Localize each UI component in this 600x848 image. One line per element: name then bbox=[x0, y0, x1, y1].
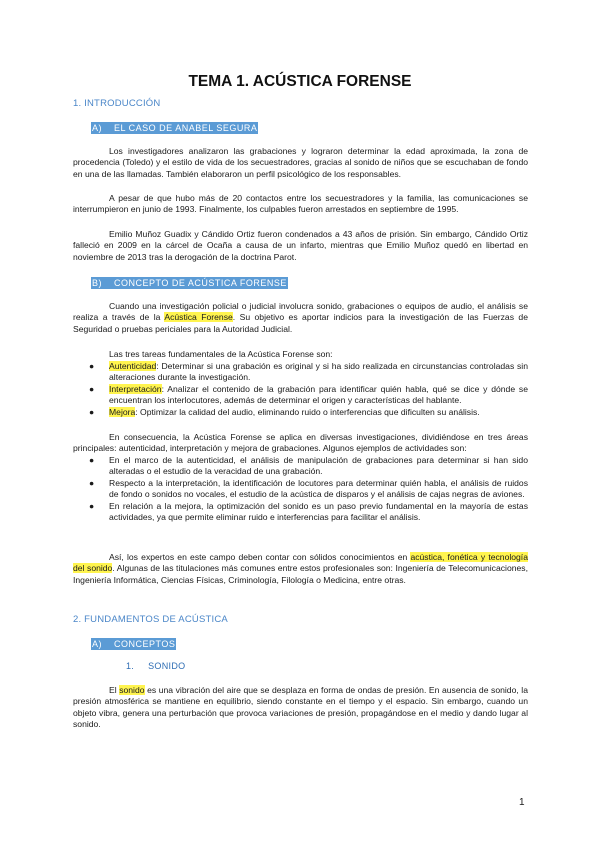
paragraph-acustica-forense bbox=[73, 301, 528, 335]
bullet-icon: ● bbox=[89, 477, 95, 488]
text-run: es una vibración del aire que se desplaza en forma de ondas de presión. En ausencia de sonido, la presión atmosférica se mantiene en equilibrio, siendo constante en el tiempo y el espacio. Sin embargo, cuando un objeto vibra, genera una perturbación que provoca variaciones de presión, propagándose en el medio y dando lugar al sonido. bbox=[73, 685, 528, 730]
list-item bbox=[73, 501, 528, 524]
page-number: 1 bbox=[519, 797, 525, 808]
document-title: TEMA 1. ACÚSTICA FORENSE bbox=[188, 73, 412, 90]
list-item-autenticidad bbox=[73, 361, 528, 384]
subsubsection-number: 1. bbox=[126, 661, 135, 671]
paragraph-expertos bbox=[73, 552, 528, 586]
tasks-list bbox=[73, 361, 528, 418]
bullet-icon: ● bbox=[89, 500, 95, 511]
list-item bbox=[73, 478, 528, 501]
subsection-text: EL CASO DE ANABEL SEGURA bbox=[114, 123, 258, 133]
subsection-text: CONCEPTO DE ACÚSTICA FORENSE bbox=[114, 278, 287, 288]
subsubsection-heading-sonido bbox=[126, 661, 185, 671]
subsection-label: B) bbox=[92, 278, 102, 288]
list-item-text: : Analizar el contenido de la grabación para identificar quién habla, qué se dice y dónde se encuentran los interlocutores, además de determinar el origen y características del hablante. bbox=[109, 383, 528, 406]
list-item-text: : Optimizar la calidad del audio, eliminando ruido o interferencias que dificulten su análisis. bbox=[135, 406, 480, 417]
areas-list bbox=[73, 455, 528, 523]
text-run: El bbox=[109, 685, 120, 695]
highlighted-term: Mejora bbox=[109, 406, 136, 417]
paragraph-areas-intro: En consecuencia, la Acústica Forense se aplica en diversas investigaciones, dividiéndose en tres áreas principales: autenticidad, interpretación y mejora de grabaciones. Algunos ejemplos de actividades son: bbox=[73, 432, 528, 454]
subsubsection-text: SONIDO bbox=[148, 661, 186, 671]
paragraph-tareas-intro: Las tres tareas fundamentales de la Acústica Forense son: bbox=[109, 349, 333, 359]
paragraph-sonido bbox=[73, 685, 528, 731]
list-item-text: En relación a la mejora, la optimización del sonido es un paso previo fundamental en la mayoría de estas actividades, ya que permite eliminar ruido e interferencias para facilitar el análisis. bbox=[109, 500, 528, 523]
paragraph-contactos: A pesar de que hubo más de 20 contactos entre los secuestradores y la familia, las comunicaciones se interrumpieron en junio de 1993. Finalmente, los culpables fueron arrestados en septiembre de 1995. bbox=[73, 193, 528, 215]
text-run: Así, los expertos en este campo deben contar con sólidos conocimientos en bbox=[109, 552, 411, 562]
highlighted-term: acústica, fonética y tecnología del sonido bbox=[73, 552, 528, 574]
list-item-mejora bbox=[73, 407, 528, 418]
list-item-text: En el marco de la autenticidad, el análisis de manipulación de grabaciones para determinar si han sido alteradas o el estudio de la veracidad de una grabación. bbox=[109, 455, 528, 477]
bullet-icon: ● bbox=[89, 455, 95, 465]
paragraph-investigadores: Los investigadores analizaron las grabaciones y lograron determinar la edad aproximada, la zona de procedencia (Toledo) y el estilo de vida de los secuestradores, gracias al sonido de niños que se escuchaban de fondo en una de las llamadas. También elaboraron un perfil psicológico de los responsables. bbox=[73, 146, 528, 179]
highlighted-term: sonido bbox=[119, 685, 145, 695]
text-run: . Algunas de las titulaciones más comunes entre estos profesionales son: Ingeniería de Telecomunicaciones, Ingeniería Informática, Ciencias Físicas, Criminología, Filología o Medicina, entre otras. bbox=[73, 563, 528, 585]
bullet-icon: ● bbox=[89, 383, 95, 394]
highlighted-term: Interpretación bbox=[109, 383, 162, 394]
subsection-label: A) bbox=[92, 639, 102, 649]
highlighted-term: Acústica Forense bbox=[164, 312, 233, 323]
list-item-text: Respecto a la interpretación, la identificación de locutores para determinar quién habla, el análisis de ruidos de fondo o sonidos no vocales, el estudio de la acústica de disparos y el análisis de cajas negras de aviones. bbox=[109, 477, 528, 500]
section-heading-fundamentos: 2. FUNDAMENTOS DE ACÚSTICA bbox=[73, 614, 228, 625]
subsection-label: A) bbox=[92, 123, 102, 133]
bullet-icon: ● bbox=[89, 406, 95, 417]
subsection-heading-caso-anabel bbox=[91, 122, 258, 134]
subsection-text: CONCEPTOS bbox=[114, 639, 176, 649]
bullet-icon: ● bbox=[89, 361, 95, 371]
subsection-heading-concepto bbox=[91, 277, 288, 289]
list-item bbox=[73, 455, 528, 478]
text-run: . Su objetivo es aportar indicios para la investigación de las Fuerzas de Seguridad o pruebas periciales para la Autoridad Judicial. bbox=[73, 312, 528, 334]
paragraph-condenados: Emilio Muñoz Guadix y Cándido Ortiz fueron condenados a 43 años de prisión. Sin embargo, Cándido Ortiz falleció en 2009 en la cárcel de Ocaña a causa de un infarto, mientras que Emilio Muñoz quedó en libertad en noviembre de 2013 tras la derogación de la doctrina Parot. bbox=[73, 229, 528, 262]
highlighted-term: Autenticidad bbox=[109, 361, 157, 371]
subsection-heading-conceptos bbox=[91, 638, 176, 650]
text-run: Cuando una investigación policial o judicial involucra sonido, grabaciones o equipos de audio, el análisis se realiza a través de la bbox=[73, 301, 528, 323]
list-item-text: : Determinar si una grabación es original y si ha sido realizada en circunstancias controladas sin alteraciones durante la investigación. bbox=[109, 361, 528, 383]
section-heading-introduccion: 1. INTRODUCCIÓN bbox=[73, 98, 161, 109]
list-item-interpretacion bbox=[73, 384, 528, 407]
